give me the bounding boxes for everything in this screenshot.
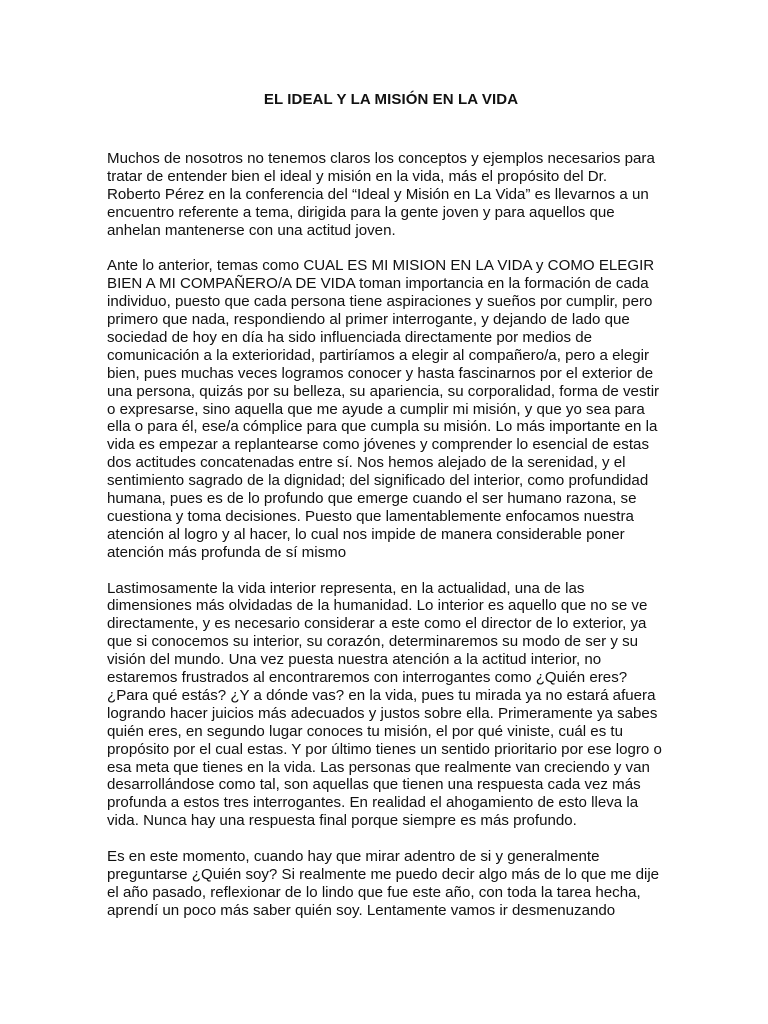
text-line: aprendí un poco más saber quién soy. Lentamente vamos ir desmenuzando — [107, 901, 616, 919]
text-line: desarrollándose como tal, son aquellas que tienen una respuesta cada vez más — [107, 776, 641, 794]
text-line: directamente, y es necesario considerar a este como el director de lo exterior, ya — [107, 615, 647, 633]
text-line: Muchos de nosotros no tenemos claros los conceptos y ejemplos necesarios para — [107, 150, 655, 167]
text-line: atención al logro y al hacer, lo cual nos impide de manera considerable poner — [107, 525, 625, 543]
paragraph — [107, 150, 682, 239]
text-line: sentimiento sagrado de la dignidad; del significado del interior, como profundidad — [107, 472, 649, 490]
paragraph — [107, 580, 682, 830]
text-line: anhelan mantenerse con una actitud joven. — [107, 221, 396, 239]
text-line: encuentro referente a tema, dirigida para la gente joven y para aquellos que — [107, 203, 615, 221]
text-line: sociedad de hoy en día ha sido influenciada directamente por medios de — [107, 329, 592, 347]
document-title — [0, 91, 768, 108]
text-line: vida es empezar a replantearse como jóvenes y comprender lo esencial de estas — [107, 436, 649, 454]
text-line: atención más profunda de sí mismo — [107, 543, 347, 561]
text-line: ¿Para qué estás? ¿Y a dónde vas? en la vida, pues tu mirada ya no estará afuera — [107, 686, 656, 704]
text-line: que si conocemos su interior, su corazón, determinaremos su modo de ser y su — [107, 633, 639, 651]
text-line: humana, pues es de lo profundo que emerge cuando el ser humano razona, se — [107, 490, 637, 508]
document-title-text: EL IDEAL Y LA MISIÓN EN LA VIDA — [263, 91, 519, 108]
text-line: dimensiones más olvidadas de la humanidad. Lo interior es aquello que no se ve — [107, 597, 648, 615]
text-line: visión del mundo. Una vez puesta nuestra atención a la actitud interior, no — [107, 651, 602, 669]
text-line: cuestiona y toma decisiones. Puesto que lamentablemente enfocamos nuestra — [107, 507, 634, 525]
paragraph — [107, 257, 682, 561]
text-line: bien, pues muchas veces logramos conocer y hasta fascinarnos por el exterior de — [107, 364, 654, 382]
text-line: esa meta que tienes en la vida. Las personas que realmente van creciendo y van — [107, 758, 650, 776]
text-line: vida. Nunca hay una respuesta final porque siempre es más profundo. — [107, 812, 577, 830]
text-line: el año pasado, reflexionar de lo lindo que fue este año, con toda la tarea hecha, — [107, 883, 641, 901]
text-line: Es en este momento, cuando hay que mirar adentro de si y generalmente — [107, 848, 600, 866]
text-line: quién eres, en segundo lugar conoces tu misión, el por qué viniste, cuál es tu — [107, 722, 624, 740]
text-line: o expresarse, sino aquella que me ayude a cumplir mi misión, y que yo sea para — [107, 400, 645, 418]
text-line: Ante lo anterior, temas como CUAL ES MI MISION EN LA VIDA y COMO ELEGIR — [107, 257, 655, 275]
text-line: BIEN A MI COMPAÑERO/A DE VIDA toman importancia en la formación de cada — [107, 275, 649, 293]
text-line: individuo, puesto que cada persona tiene aspiraciones y sueños por cumplir, pero — [107, 293, 653, 311]
text-line: estaremos frustrados al encontraremos con interrogantes como ¿Quién eres? — [107, 669, 628, 687]
text-line: una persona, quizás por su belleza, su apariencia, su corporalidad, forma de vestir — [107, 382, 660, 400]
text-line: ella o para él, ese/a cómplice para que cumpla su misión. Lo más importante en la — [107, 418, 658, 436]
text-line: Lastimosamente la vida interior representa, en la actualidad, una de las — [107, 579, 585, 597]
document-body — [107, 150, 682, 938]
text-line: comunicación a la exterioridad, partiríamos a elegir al compañero/a, pero a elegir — [107, 346, 649, 364]
text-line: preguntarse ¿Quién soy? Si realmente me puedo decir algo más de lo que me dije — [107, 865, 660, 883]
text-line: propósito por el cual estas. Y por último tienes un sentido prioritario por ese logro o — [107, 740, 662, 758]
text-line: logrando hacer juicios más adecuados y justos sobre ella. Primeramente ya sabes — [107, 704, 658, 722]
text-line: profunda a estos tres interrogantes. En realidad el ahogamiento de esto lleva la — [107, 794, 639, 812]
text-line: dos actitudes concatenadas entre sí. Nos hemos alejado de la serenidad, y el — [107, 454, 626, 472]
paragraph — [107, 848, 682, 920]
text-line: Roberto Pérez en la conferencia del “Ideal y Misión en La Vida” es llevarnos a un — [107, 185, 649, 203]
text-line: tratar de entender bien el ideal y misión en la vida, más el propósito del Dr. — [107, 167, 608, 185]
text-line: primero que nada, respondiendo al primer interrogante, y dejando de lado que — [107, 311, 630, 329]
